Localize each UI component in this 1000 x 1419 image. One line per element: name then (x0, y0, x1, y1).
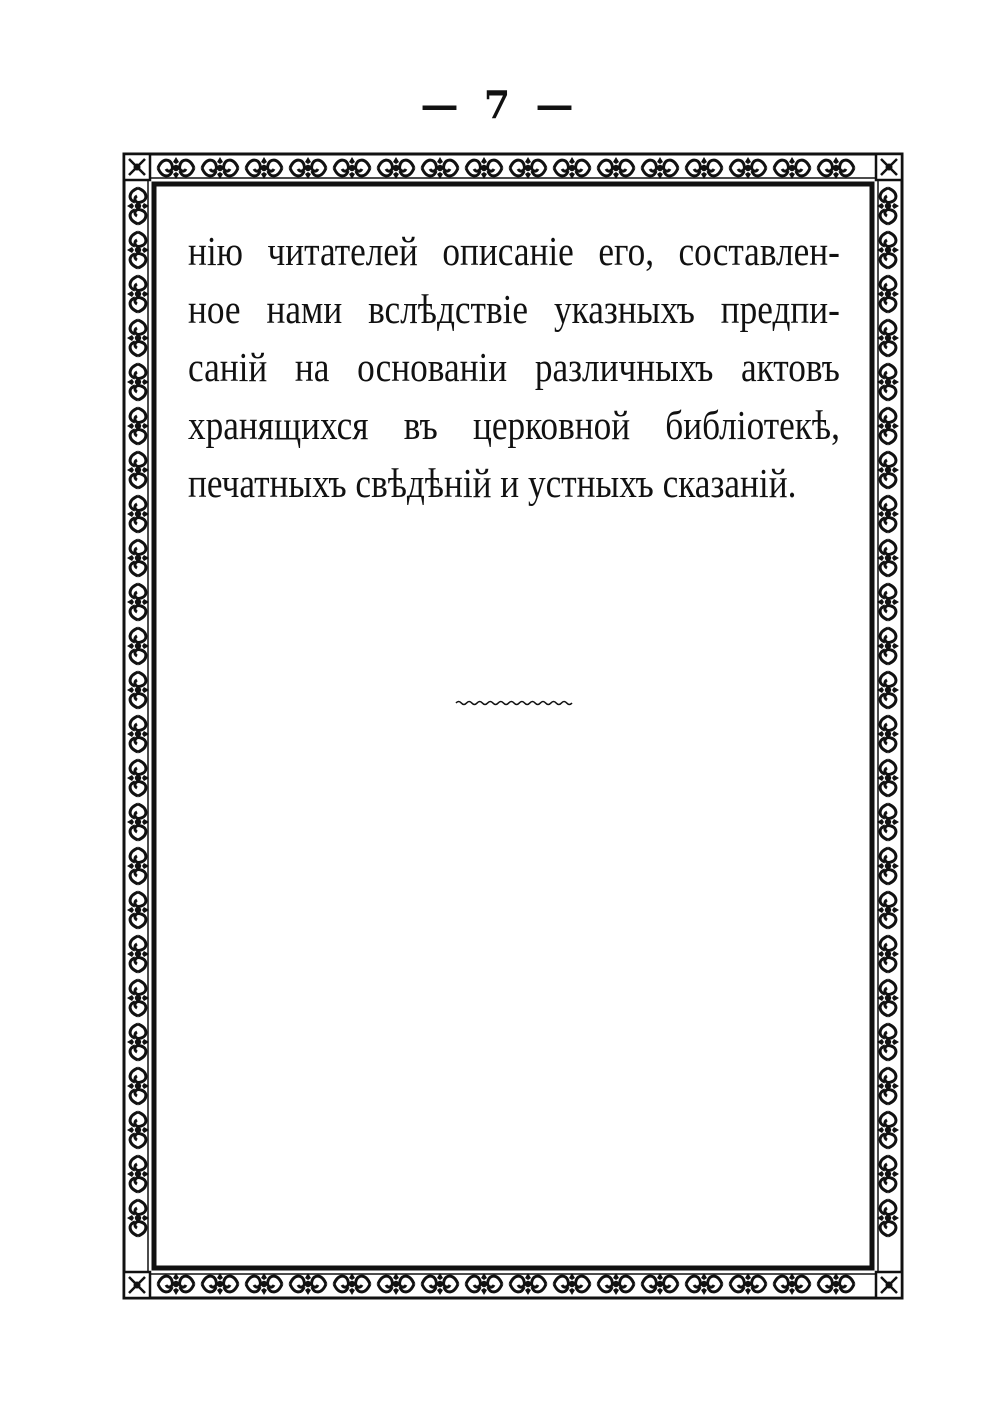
text-line: хранящихся въ церковной библіотекѣ, (188, 402, 840, 448)
page-number: — 7 — (420, 82, 580, 127)
text-line: ное нами вслѣдствіе указныхъ предпи- (188, 286, 840, 332)
text-line: печатныхъ свѣдѣній и устныхъ сказаній. (188, 460, 797, 506)
wavy-rule-icon (455, 697, 573, 709)
text-line: саній на основаніи различныхъ актовъ (188, 344, 840, 390)
body-text (188, 222, 840, 512)
text-line: нію читателей описаніе его, составлен- (188, 228, 840, 274)
